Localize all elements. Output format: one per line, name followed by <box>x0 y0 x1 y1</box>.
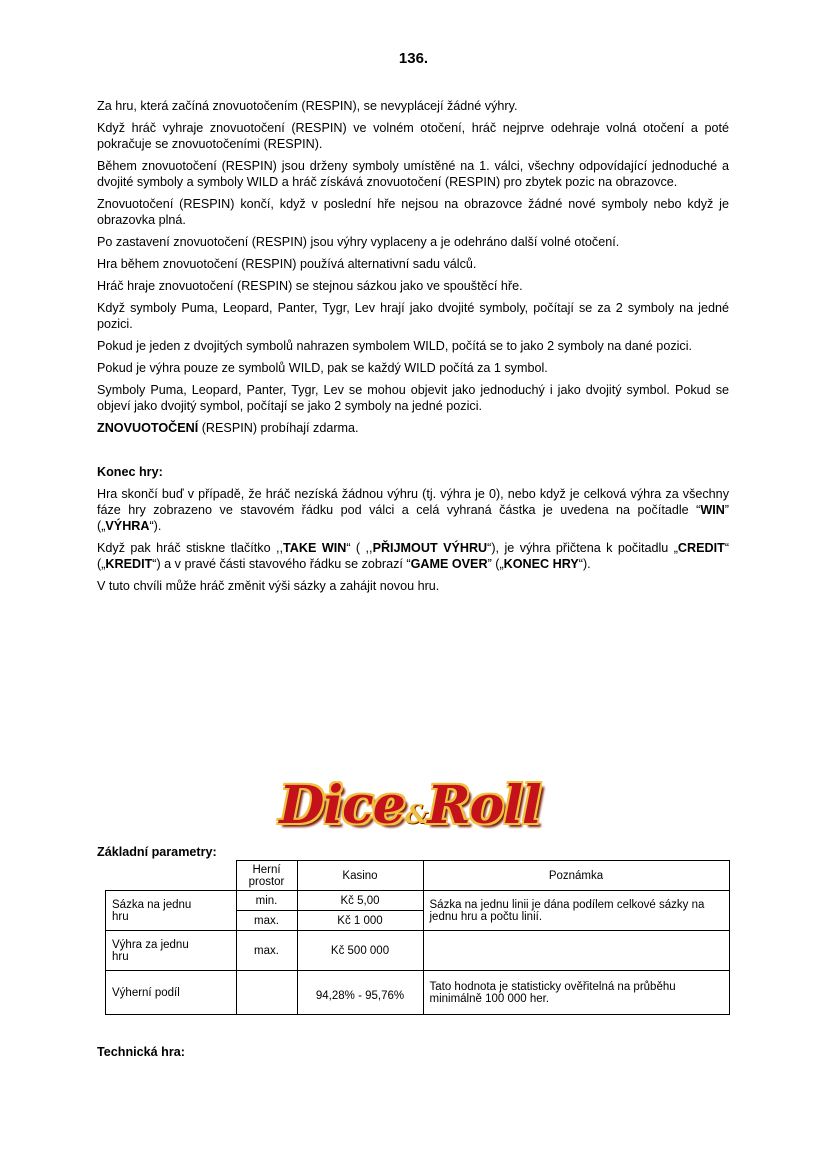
bet-label: Sázka na jednu hru <box>106 891 237 931</box>
text: ” („ <box>97 503 729 533</box>
empty-cell <box>423 931 729 971</box>
paragraph <box>97 540 729 572</box>
text: (RESPIN) probíhají zdarma. <box>198 421 359 435</box>
paragraph: Když hráč vyhraje znovuotočení (RESPIN) ve volném otočení, hráč nejprve odehraje volná otočení a poté pokračuje se znovuotočeními (RESPIN). <box>97 121 729 151</box>
respin-free-paragraph <box>97 420 729 436</box>
bet-min-value: Kč 5,00 <box>297 891 423 911</box>
empty-cell <box>236 971 297 1015</box>
bet-max-label: max. <box>236 911 297 931</box>
bet-max-value: Kč 1 000 <box>297 911 423 931</box>
paragraph: Hráč hraje znovuotočení (RESPIN) se stejnou sázkou jako ve spouštěcí hře. <box>97 279 523 293</box>
bold-text: KREDIT <box>105 557 153 571</box>
paragraph: Během znovuotočení (RESPIN) jsou drženy symboly umístěné na 1. válci, všechny odpovídající jednoduché a dvojité symboly a symboly WILD a hráč získává znovuotočení (RESPIN) pro zbytek pozic na obrazovce. <box>97 159 729 189</box>
win-label: Výhra za jednu hru <box>106 931 237 971</box>
text: ” („ <box>487 557 504 571</box>
header-herni-prostor: Herní prostor <box>236 861 297 891</box>
table-row <box>106 971 730 1015</box>
bold-text: VÝHRA <box>105 519 150 533</box>
text: Hra skončí buď v případě, že hráč nezíská žádnou výhru (tj. výhra je 0), nebo když je celková výhra za všechny fáze hry zobrazeno ve stavovém řádku pod válci a celá vyhraná částka je uvedena na počítadle “ <box>97 487 729 517</box>
bold-text: KONEC HRY <box>503 557 579 571</box>
paragraph: Symboly Puma, Leopard, Panter, Tygr, Lev se mohou objevit jako jednoduchý i jako dvojitý symbol. Pokud se objeví jako dvojitý symbol, počítají se jako 2 symboly na jedné pozici. <box>97 383 729 413</box>
section-heading-technicka-hra: Technická hra: <box>97 1045 185 1059</box>
empty-cell <box>106 861 237 891</box>
bold-text: CREDIT <box>677 541 725 555</box>
parameters-table <box>105 860 730 1015</box>
paragraph: Znovuotočení (RESPIN) končí, když v poslední hře nejsou na obrazovce žádné nové symboly nebo když je obrazovka plná. <box>97 197 729 227</box>
text: “) a v pravé části stavového řádku se zobrazí “ <box>152 557 411 571</box>
paragraph: Když symboly Puma, Leopard, Panter, Tygr, Lev hrají jako dvojité symboly, počítají se za 2 symboly na jedné pozici. <box>97 301 729 331</box>
text: “). <box>578 557 591 571</box>
page-number: 136. <box>398 50 429 67</box>
rtp-note: Tato hodnota je statisticky ověřitelná na průběhu minimálně 100 000 her. <box>423 971 729 1015</box>
text: “). <box>149 519 162 533</box>
text: Když pak hráč stiskne tlačítko ,, <box>97 541 284 555</box>
bet-min-label: min. <box>236 891 297 911</box>
logo-text: & <box>404 800 428 830</box>
rtp-label: Výherní podíl <box>106 971 237 1015</box>
table-row <box>106 891 730 911</box>
text: “ („ <box>97 541 730 571</box>
paragraph: Pokud je jeden z dvojitých symbolů nahrazen symbolem WILD, počítá se to jako 2 symboly na dané pozici. <box>97 339 693 353</box>
paragraph: Po zastavení znovuotočení (RESPIN) jsou výhry vyplaceny a je odehráno další volné otočení. <box>97 235 620 249</box>
dice-and-roll-logo <box>250 770 570 842</box>
paragraph: Za hru, která začíná znovuotočením (RESPIN), se nevyplácejí žádné výhry. <box>97 99 518 113</box>
paragraph <box>97 486 729 534</box>
logo-text: Roll <box>427 775 541 836</box>
bet-note: Sázka na jednu linii je dána podílem celkové sázky na jednu hru a počtu linií. <box>423 891 729 931</box>
rtp-value: 94,28% - 95,76% <box>297 971 423 1015</box>
bold-text: TAKE WIN <box>283 541 347 555</box>
paragraph: Hra během znovuotočení (RESPIN) používá alternativní sadu válců. <box>97 257 477 271</box>
bold-text: GAME OVER <box>410 557 488 571</box>
bold-text: WIN <box>700 503 725 517</box>
paragraph: V tuto chvíli může hráč změnit výši sázky a zahájit novou hru. <box>97 579 440 593</box>
bold-text: ZNOVUOTOČENÍ <box>97 421 199 435</box>
table-row <box>106 931 730 971</box>
header-kasino: Kasino <box>297 861 423 891</box>
paragraph: Pokud je výhra pouze ze symbolů WILD, pak se každý WILD počítá za 1 symbol. <box>97 361 548 375</box>
bold-text: PŘIJMOUT VÝHRU <box>372 541 488 555</box>
header-poznamka: Poznámka <box>423 861 729 891</box>
text: “ ( ,, <box>346 541 373 555</box>
table-header-row <box>106 861 730 891</box>
text: “), je výhra přičtena k počitadlu „ <box>487 541 678 555</box>
section-heading-konec-hry: Konec hry: <box>97 465 163 479</box>
win-max-label: max. <box>236 931 297 971</box>
document-body <box>97 98 729 600</box>
win-max-value: Kč 500 000 <box>297 931 423 971</box>
logo-text: Dice <box>279 775 405 836</box>
section-heading-zakladni-parametry: Základní parametry: <box>97 845 217 859</box>
